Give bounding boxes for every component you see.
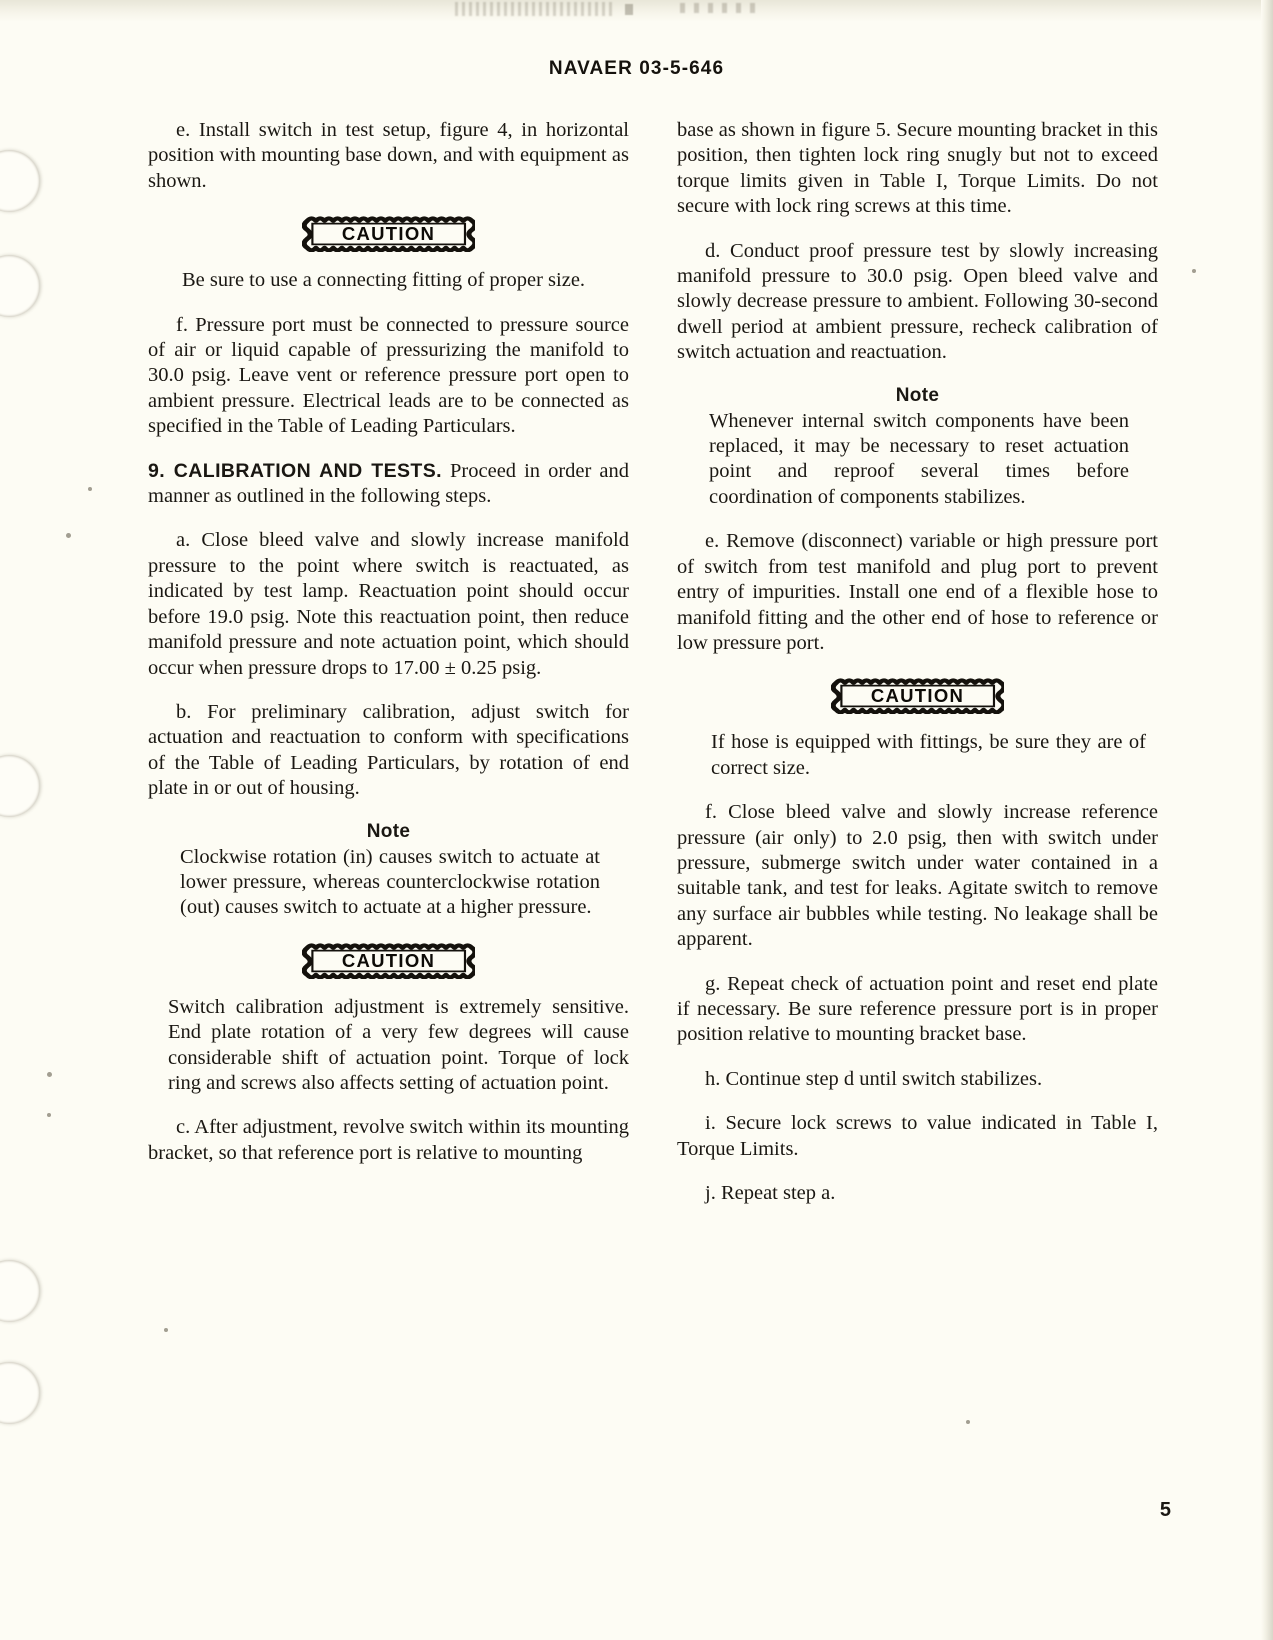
scan-speck [66,533,71,538]
paragraph-a-left: a. Close bleed valve and slowly increase manifold pressure to the point where switch is reactuated, as indicated by test lamp. Reactuation point should occur before 19.0 psig. Note this reactuation point, then reduce manifold pressure and note actuation point, which should occur when pressure drops to 17.00 ± 0.25 psig. [148,529,629,679]
caution-block-1 [148,216,629,252]
caution-2-text: Switch calibration adjustment is extremely sensitive. End plate rotation of a very few degrees will cause considerable shift of actuation point. Torque of lock ring and screws also affects setting of actuation point. [168,995,629,1094]
scan-top-edge [0,0,1273,22]
paragraph-e-right: e. Remove (disconnect) variable or high pressure port of switch from test manifold and plug port to prevent entry of impurities. Install one end of a flexible hose to manifold fitting and the other end of hose to reference or low pressure port. [677,530,1158,654]
note-title: Note [366,820,411,842]
section-9-body: Proceed in order and manner as outlined in the following steps. [148,459,630,508]
note-block-2 [677,385,1158,511]
paragraph-d-right: d. Conduct proof pressure test by slowly increasing manifold pressure to 30.0 psig. Open bleed valve and slowly decrease pressure to ambient. Following 30-second dwell period at ambient pressure, recheck calibration of switch actuation and reactuation. [677,239,1158,364]
body-columns [148,118,1158,1206]
left-column [148,118,629,1206]
note-2-text: Whenever internal switch components have been replaced, it may be necessary to reset actuation point and reproof several times before coordination of components stabilizes. [709,409,1129,508]
scan-speck [88,487,92,491]
note-block-1 [148,821,629,921]
scan-artifact-smudge [455,2,615,16]
scan-speck [47,1072,52,1077]
binder-punch-hole [0,1362,40,1424]
paragraph-e-left: e. Install switch in test setup, figure 4, in horizontal position with mounting base down, and with equipment as shown. [148,119,629,192]
section-9-heading-paragraph [148,459,629,510]
page-number: 5 [1159,1499,1171,1521]
note-title: Note [895,384,940,406]
caution-1-text: Be sure to use a connecting fitting of proper size. [182,269,586,292]
scan-right-edge [1261,0,1273,1640]
paragraph-c-left: c. After adjustment, revolve switch within its mounting bracket, so that reference port is relative to mounting [148,1116,629,1164]
running-header: NAVAER 03-5-646 [548,58,725,79]
caution-label: CAUTION [870,685,965,707]
paragraph-f-right: f. Close bleed valve and slowly increase reference pressure (air only) to 2.0 psig, then with switch under pressure, submerge switch under water contained in a suitable tank, and test for leaks. Agitate switch to remove any surface air bubbles while testing. No leakage shall be apparent. [677,801,1158,951]
caution-box [831,678,1004,714]
note-1-text: Clockwise rotation (in) causes switch to actuate at lower pressure, whereas counterclockwise rotation (out) causes switch to actuate at a higher pressure. [180,845,600,919]
paragraph-h-right: h. Continue step d until switch stabilizes. [705,1067,1043,1090]
paragraph-i-right: i. Secure lock screws to value indicated in Table I, Torque Limits. [677,1112,1158,1160]
scan-speck [47,1113,51,1117]
binder-punch-hole [0,150,40,212]
caution-box [302,216,475,252]
paragraph-g-right: g. Repeat check of actuation point and reset end plate if necessary. Be sure reference pressure port is in proper position relative to mounting bracket base. [677,972,1158,1046]
right-column [677,118,1158,1206]
caution-block-2 [148,943,629,979]
scan-speck [1192,269,1196,273]
scan-artifact-streak [680,3,760,13]
caution-3-text: If hose is equipped with fittings, be sure they are of correct size. [711,731,1146,779]
binder-punch-hole [0,255,40,317]
scan-speck [164,1328,168,1332]
caution-box [302,943,475,979]
paragraph-f-left: f. Pressure port must be connected to pressure source of air or liquid capable of pressurizing the manifold to 30.0 psig. Leave vent or reference pressure port open to ambient pressure. Electrical leads are to be connected as specified in the Table of Leading Particulars. [148,313,629,438]
binder-punch-hole [0,1260,40,1322]
scan-speck [966,1420,970,1424]
paragraph-j-right: j. Repeat step a. [705,1182,836,1204]
scan-artifact-mark [625,4,633,15]
caution-label: CAUTION [341,223,436,245]
paragraph-b-left: b. For preliminary calibration, adjust switch for actuation and reactuation to conform with specifications of the Table of Leading Particulars, by rotation of end plate in or out of housing. [148,700,629,800]
caution-block-3 [677,678,1158,714]
paragraph-c-continuation: base as shown in figure 5. Secure mounting bracket in this position, then tighten lock ring snugly but not to exceed torque limits given in Table I, Torque Limits. Do not secure with lock ring screws at this time. [677,119,1158,218]
binder-punch-hole [0,755,40,817]
caution-label: CAUTION [341,949,436,971]
section-9-heading: 9. CALIBRATION AND TESTS. [148,459,442,482]
